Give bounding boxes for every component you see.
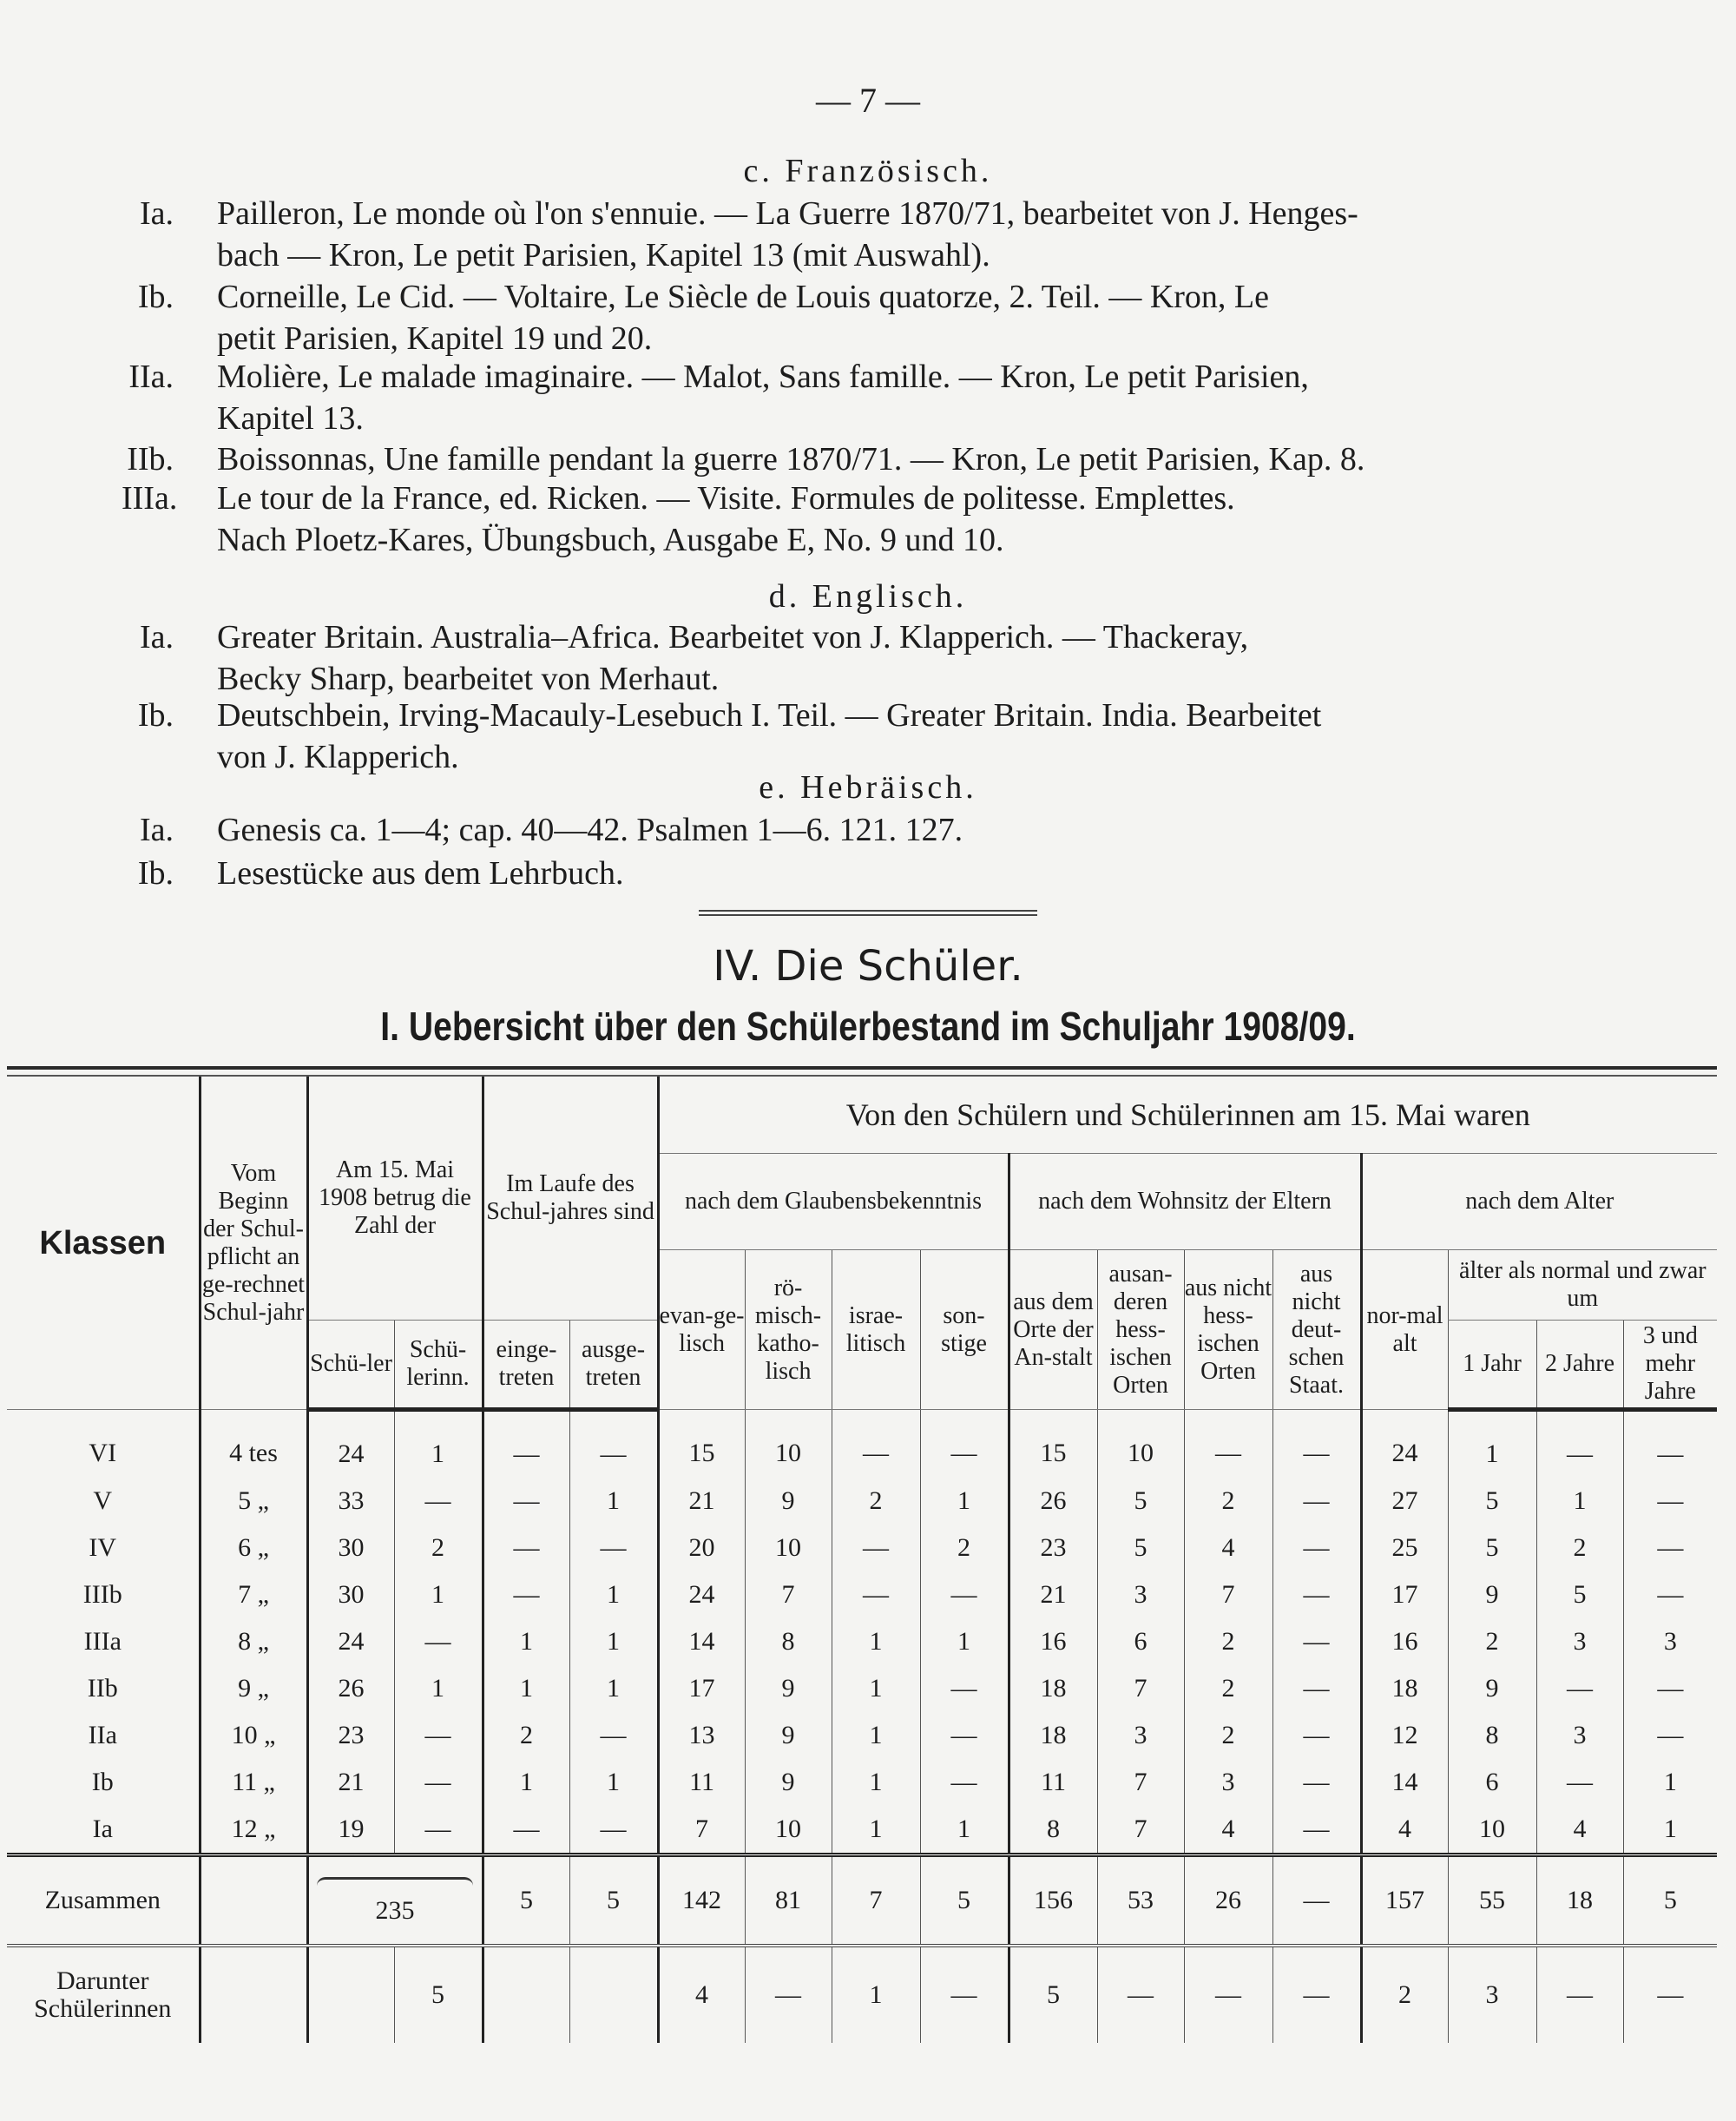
cell xyxy=(307,1946,394,2043)
student-table xyxy=(7,1066,1717,2043)
row-class-label: VI xyxy=(89,1439,117,1467)
cell: 21 xyxy=(658,1478,745,1525)
header-sonstige: son-stige xyxy=(920,1250,1009,1410)
cell: 3 xyxy=(1184,1759,1272,1806)
cell: 16 xyxy=(1361,1618,1448,1665)
cell: 23 xyxy=(307,1712,394,1759)
cell: — xyxy=(1184,1410,1272,1479)
header-3-jahre: 3 und mehr Jahre xyxy=(1623,1321,1717,1410)
header-am-15-mai: Am 15. Mai 1908 betrug die Zahl der xyxy=(307,1077,483,1321)
cell: 15 xyxy=(658,1410,745,1479)
cell: 156 xyxy=(1009,1855,1097,1946)
cell: — xyxy=(920,1759,1009,1806)
entry-line: Corneille, Le Cid. — Voltaire, Le Siècle de Louis quatorze, 2. Teil. — Kron, Le xyxy=(217,279,1269,315)
cell: — xyxy=(1536,1665,1623,1712)
cell: 11 „ xyxy=(200,1759,307,1806)
cell: 6 xyxy=(1097,1618,1184,1665)
cell: 2 xyxy=(1184,1712,1272,1759)
header-im-laufe: Im Laufe des Schul-jahres sind xyxy=(483,1077,658,1321)
cell: 1 xyxy=(832,1618,920,1665)
cell: 13 xyxy=(658,1712,745,1759)
cell: 1 xyxy=(832,1712,920,1759)
cell: 1 xyxy=(1448,1410,1536,1479)
main-title: IV. Die Schüler. xyxy=(713,942,1023,991)
cell: — xyxy=(483,1525,569,1571)
row-class-label: IV xyxy=(89,1533,117,1562)
cell: — xyxy=(569,1806,658,1855)
cell: — xyxy=(394,1759,483,1806)
cell: 7 xyxy=(832,1855,920,1946)
cell: 5 xyxy=(1097,1525,1184,1571)
cell: 33 xyxy=(307,1478,394,1525)
cell: 21 xyxy=(1009,1571,1097,1618)
entry-class: IIa. xyxy=(128,359,174,395)
entry-line: Pailleron, Le monde où l'on s'ennuie. — La Guerre 1870/71, bearbeitet von J. Henges- xyxy=(217,195,1358,232)
cell: 17 xyxy=(1361,1571,1448,1618)
cell: 5 xyxy=(569,1855,658,1946)
entry-line: Deutschbein, Irving-Macauly-Lesebuch I. Teil. — Greater Britain. India. Bearbeitet xyxy=(217,697,1322,734)
cell: 3 xyxy=(1097,1571,1184,1618)
table-row xyxy=(7,1759,1717,1806)
cell: 3 xyxy=(1448,1946,1536,2043)
cell: — xyxy=(1272,1618,1361,1665)
cell: 5 xyxy=(1536,1571,1623,1618)
cell: 4 xyxy=(1536,1806,1623,1855)
cell: 53 xyxy=(1097,1855,1184,1946)
cell: — xyxy=(394,1806,483,1855)
cell: 18 xyxy=(1009,1665,1097,1712)
row-class-label: V xyxy=(93,1486,113,1515)
cell: — xyxy=(1623,1946,1717,2043)
cell: — xyxy=(832,1525,920,1571)
header-evangelisch: evan-ge-lisch xyxy=(658,1250,745,1410)
cell: — xyxy=(483,1410,569,1479)
entry-class: IIIa. xyxy=(122,480,178,517)
entry-line: Becky Sharp, bearbeitet von Merhaut. xyxy=(217,661,720,697)
cell: — xyxy=(1536,1410,1623,1479)
row-class-label: IIIa xyxy=(83,1627,122,1656)
cell: — xyxy=(1272,1665,1361,1712)
cell: — xyxy=(1272,1410,1361,1479)
cell: 30 xyxy=(307,1571,394,1618)
header-normal: nor-mal alt xyxy=(1361,1250,1448,1410)
header-nicht-hessisch: aus nicht hess-ischen Orten xyxy=(1184,1250,1272,1410)
row-class-label: IIb xyxy=(87,1674,118,1703)
cell: 157 xyxy=(1361,1855,1448,1946)
cell: 4 tes xyxy=(200,1410,307,1479)
cell: 2 xyxy=(1448,1618,1536,1665)
cell: 24 xyxy=(307,1410,394,1479)
entry-fr-ib xyxy=(137,276,1601,359)
cell: 8 „ xyxy=(200,1618,307,1665)
cell: 5 xyxy=(1623,1855,1717,1946)
cell: — xyxy=(1272,1946,1361,2043)
cell: 26 xyxy=(1184,1855,1272,1946)
page-number: — 7 — xyxy=(816,81,920,120)
cell: — xyxy=(1272,1478,1361,1525)
row-class-label: IIIb xyxy=(82,1580,122,1609)
header-glaubensbekenntnis: nach dem Glaubensbekenntnis xyxy=(658,1154,1009,1250)
cell: 30 xyxy=(307,1525,394,1571)
entry-line: bach — Kron, Le petit Parisien, Kapitel 13 (mit Auswahl). xyxy=(217,237,990,273)
row-class-label: Ia xyxy=(92,1815,113,1843)
table-row xyxy=(7,1571,1717,1618)
cell: 1 xyxy=(832,1806,920,1855)
zusammen-total xyxy=(307,1855,483,1946)
cell xyxy=(483,1946,569,2043)
cell: 1 xyxy=(483,1618,569,1665)
cell: 5 xyxy=(1448,1478,1536,1525)
zusammen-total-value: 235 xyxy=(375,1895,415,1925)
entry-en-ia xyxy=(139,616,1601,700)
cell: 12 „ xyxy=(200,1806,307,1855)
cell: 1 xyxy=(569,1665,658,1712)
cell: — xyxy=(745,1946,832,2043)
cell xyxy=(200,1946,307,2043)
entry-line: Kapitel 13. xyxy=(217,400,364,437)
header-ort: aus dem Orte der An-stalt xyxy=(1009,1250,1097,1410)
entry-en-ib xyxy=(137,695,1601,778)
entry-fr-iib xyxy=(127,438,1601,480)
cell: 1 xyxy=(569,1571,658,1618)
cell: 2 xyxy=(1361,1946,1448,2043)
sub-title: I. Uebersicht über den Schülerbestand im Schuljahr 1908/09. xyxy=(380,1004,1356,1049)
cell: 1 xyxy=(832,1946,920,2043)
cell: 9 xyxy=(1448,1571,1536,1618)
entry-class: Ib. xyxy=(137,855,174,892)
table-body xyxy=(7,1410,1717,1855)
cell: 2 xyxy=(1184,1665,1272,1712)
cell: 5 xyxy=(1009,1946,1097,2043)
cell: — xyxy=(569,1410,658,1479)
header-klassen: Klassen xyxy=(7,1077,200,1410)
cell: 10 xyxy=(745,1806,832,1855)
cell: 9 „ xyxy=(200,1665,307,1712)
cell: 7 xyxy=(1097,1665,1184,1712)
cell: 7 xyxy=(745,1571,832,1618)
section-heading-hebraeisch: e. Hebräisch. xyxy=(759,769,977,806)
brace-icon xyxy=(317,1877,473,1892)
cell: 9 xyxy=(745,1478,832,1525)
entry-line: Le tour de la France, ed. Ricken. — Visite. Formules de politesse. Emplettes. xyxy=(217,480,1235,517)
entry-class: IIb. xyxy=(127,441,174,478)
cell: 9 xyxy=(745,1712,832,1759)
header-von-den: Von den Schülern und Schülerinnen am 15. Mai waren xyxy=(658,1077,1717,1154)
cell: — xyxy=(1184,1946,1272,2043)
row-class-label: IIa xyxy=(88,1721,117,1749)
cell: — xyxy=(1097,1946,1184,2043)
cell: 1 xyxy=(394,1571,483,1618)
cell: 26 xyxy=(307,1665,394,1712)
cell: 12 xyxy=(1361,1712,1448,1759)
cell: 10 xyxy=(745,1410,832,1479)
cell: 1 xyxy=(394,1665,483,1712)
cell: 24 xyxy=(658,1571,745,1618)
cell: 10 „ xyxy=(200,1712,307,1759)
darunter-schuelerinnen: 5 xyxy=(394,1946,483,2043)
cell: 1 xyxy=(569,1759,658,1806)
cell: 1 xyxy=(920,1806,1009,1855)
cell: 3 xyxy=(1097,1712,1184,1759)
cell: 1 xyxy=(920,1618,1009,1665)
cell: 11 xyxy=(658,1759,745,1806)
cell: 1 xyxy=(569,1618,658,1665)
cell: 2 xyxy=(394,1525,483,1571)
cell: 8 xyxy=(1009,1806,1097,1855)
cell: 9 xyxy=(745,1665,832,1712)
cell: 7 xyxy=(1184,1571,1272,1618)
cell: 2 xyxy=(1536,1525,1623,1571)
header-aelter: älter als normal und zwar um xyxy=(1448,1250,1717,1321)
cell: 21 xyxy=(307,1759,394,1806)
cell: 5 xyxy=(483,1855,569,1946)
cell: 19 xyxy=(307,1806,394,1855)
cell: — xyxy=(1623,1478,1717,1525)
table-row xyxy=(7,1525,1717,1571)
entry-class: Ia. xyxy=(139,195,174,232)
cell: 26 xyxy=(1009,1478,1097,1525)
cell: 1 xyxy=(483,1759,569,1806)
cell: 11 xyxy=(1009,1759,1097,1806)
entry-class: Ia. xyxy=(139,812,174,848)
table-row xyxy=(7,1618,1717,1665)
entry-fr-iiia xyxy=(122,478,1601,561)
cell: 15 xyxy=(1009,1410,1097,1479)
cell: 10 xyxy=(1448,1806,1536,1855)
darunter-row xyxy=(7,1946,1717,2043)
table-row xyxy=(7,1806,1717,1855)
section-divider xyxy=(699,910,1037,916)
row-class-label: Ib xyxy=(91,1768,114,1796)
cell: — xyxy=(1623,1665,1717,1712)
header-1-jahr: 1 Jahr xyxy=(1448,1321,1536,1410)
header-wohnsitz: nach dem Wohnsitz der Eltern xyxy=(1009,1154,1361,1250)
cell: — xyxy=(920,1571,1009,1618)
cell: — xyxy=(832,1571,920,1618)
entry-line: Nach Ploetz-Kares, Übungsbuch, Ausgabe E, No. 9 und 10. xyxy=(217,522,1004,558)
cell: — xyxy=(569,1525,658,1571)
cell: — xyxy=(920,1946,1009,2043)
cell: — xyxy=(1272,1525,1361,1571)
cell: — xyxy=(920,1410,1009,1479)
header-ausgetreten: ausge-treten xyxy=(569,1321,658,1410)
table-row xyxy=(7,1410,1717,1479)
cell: 6 „ xyxy=(200,1525,307,1571)
cell: 23 xyxy=(1009,1525,1097,1571)
cell: — xyxy=(920,1665,1009,1712)
cell: 7 xyxy=(658,1806,745,1855)
table-row xyxy=(7,1712,1717,1759)
cell: — xyxy=(1272,1806,1361,1855)
cell: 3 xyxy=(1623,1618,1717,1665)
cell: — xyxy=(920,1712,1009,1759)
header-schueler: Schü-ler xyxy=(307,1321,394,1410)
cell: 3 xyxy=(1536,1618,1623,1665)
cell: — xyxy=(483,1478,569,1525)
cell: 55 xyxy=(1448,1855,1536,1946)
entry-he-ib xyxy=(137,853,1601,894)
entry-line: Molière, Le malade imaginaire. — Malot, Sans famille. — Kron, Le petit Parisien, xyxy=(217,359,1309,395)
cell: — xyxy=(1272,1855,1361,1946)
entry-line: Genesis ca. 1—4; cap. 40—42. Psalmen 1—6. 121. 127. xyxy=(217,812,963,848)
cell: 1 xyxy=(832,1759,920,1806)
cell: 2 xyxy=(1184,1478,1272,1525)
cell: 27 xyxy=(1361,1478,1448,1525)
cell: — xyxy=(1623,1712,1717,1759)
cell: 2 xyxy=(1184,1618,1272,1665)
cell xyxy=(200,1855,307,1946)
cell: 81 xyxy=(745,1855,832,1946)
entry-line: Lesestücke aus dem Lehrbuch. xyxy=(217,855,624,892)
table-row xyxy=(7,1478,1717,1525)
cell: 1 xyxy=(832,1665,920,1712)
cell: — xyxy=(483,1806,569,1855)
entry-fr-iia xyxy=(128,356,1601,439)
cell: — xyxy=(394,1618,483,1665)
entry-he-ia xyxy=(139,809,1601,851)
cell: 5 xyxy=(1448,1525,1536,1571)
header-hessisch: ausan-deren hess-ischen Orten xyxy=(1097,1250,1184,1410)
cell: 1 xyxy=(394,1410,483,1479)
cell: 5 „ xyxy=(200,1478,307,1525)
header-israelitisch: israe-litisch xyxy=(832,1250,920,1410)
section-heading-englisch: d. Englisch. xyxy=(768,578,968,615)
cell: — xyxy=(394,1478,483,1525)
entry-line: Greater Britain. Australia–Africa. Bearbeitet von J. Klapperich. — Thackeray, xyxy=(217,619,1249,655)
cell: — xyxy=(1272,1759,1361,1806)
header-nicht-deutsch: aus nicht deut-schen Staat. xyxy=(1272,1250,1361,1410)
table-top-rule xyxy=(7,1066,1717,1070)
cell: 1 xyxy=(1623,1759,1717,1806)
cell: 10 xyxy=(1097,1410,1184,1479)
cell: 17 xyxy=(658,1665,745,1712)
cell: 1 xyxy=(1623,1806,1717,1855)
entry-line: Boissonnas, Une famille pendant la guerre 1870/71. — Kron, Le petit Parisien, Kap. 8. xyxy=(217,441,1365,478)
zusammen-row xyxy=(7,1855,1717,1946)
cell: — xyxy=(832,1410,920,1479)
table-row xyxy=(7,1665,1717,1712)
cell: 3 xyxy=(1536,1712,1623,1759)
entry-class: Ib. xyxy=(137,279,174,315)
cell: 4 xyxy=(1184,1806,1272,1855)
cell: 1 xyxy=(569,1478,658,1525)
cell: 4 xyxy=(1361,1806,1448,1855)
cell: 1 xyxy=(920,1478,1009,1525)
cell: 14 xyxy=(1361,1759,1448,1806)
cell: 20 xyxy=(658,1525,745,1571)
cell: 2 xyxy=(483,1712,569,1759)
cell: — xyxy=(1272,1712,1361,1759)
cell: 9 xyxy=(1448,1665,1536,1712)
cell xyxy=(569,1946,658,2043)
cell: 25 xyxy=(1361,1525,1448,1571)
cell: 16 xyxy=(1009,1618,1097,1665)
cell: — xyxy=(483,1571,569,1618)
cell: 142 xyxy=(658,1855,745,1946)
cell: 4 xyxy=(1184,1525,1272,1571)
cell: 24 xyxy=(1361,1410,1448,1479)
cell: 4 xyxy=(658,1946,745,2043)
cell: 1 xyxy=(483,1665,569,1712)
cell: 6 xyxy=(1448,1759,1536,1806)
cell: — xyxy=(1536,1946,1623,2043)
darunter-label: Darunter Schülerinnen xyxy=(7,1946,200,2043)
entry-class: Ib. xyxy=(137,697,174,734)
cell: — xyxy=(1536,1759,1623,1806)
cell: — xyxy=(394,1712,483,1759)
cell: 24 xyxy=(307,1618,394,1665)
cell: — xyxy=(1623,1410,1717,1479)
header-katholisch: rö-misch-katho-lisch xyxy=(745,1250,832,1410)
cell: 18 xyxy=(1361,1665,1448,1712)
cell: — xyxy=(1623,1571,1717,1618)
cell: 5 xyxy=(920,1855,1009,1946)
cell: 1 xyxy=(1536,1478,1623,1525)
entry-line: petit Parisien, Kapitel 19 und 20. xyxy=(217,320,653,357)
cell: 18 xyxy=(1009,1712,1097,1759)
header-alter: nach dem Alter xyxy=(1361,1154,1717,1250)
entry-fr-ia xyxy=(139,193,1601,276)
cell: 9 xyxy=(745,1759,832,1806)
section-heading-franzoesisch: c. Französisch. xyxy=(743,153,993,189)
entry-line: von J. Klapperich. xyxy=(217,739,459,775)
cell: 8 xyxy=(1448,1712,1536,1759)
zusammen-label: Zusammen xyxy=(7,1855,200,1946)
entry-class: Ia. xyxy=(139,619,174,655)
cell: 7 „ xyxy=(200,1571,307,1618)
cell: 14 xyxy=(658,1618,745,1665)
cell: 18 xyxy=(1536,1855,1623,1946)
header-2-jahre: 2 Jahre xyxy=(1536,1321,1623,1410)
header-schuelerinnen: Schü-lerinn. xyxy=(394,1321,483,1410)
cell: 7 xyxy=(1097,1759,1184,1806)
header-schulpflicht: Vom Beginn der Schul-pflicht an ge-rechnet Schul-jahr xyxy=(200,1077,307,1410)
cell: 2 xyxy=(920,1525,1009,1571)
cell: 10 xyxy=(745,1525,832,1571)
cell: 7 xyxy=(1097,1806,1184,1855)
cell: — xyxy=(1623,1525,1717,1571)
header-eingetreten: einge-treten xyxy=(483,1321,569,1410)
cell: 8 xyxy=(745,1618,832,1665)
cell: — xyxy=(1272,1571,1361,1618)
cell: — xyxy=(569,1712,658,1759)
cell: 2 xyxy=(832,1478,920,1525)
cell: 5 xyxy=(1097,1478,1184,1525)
